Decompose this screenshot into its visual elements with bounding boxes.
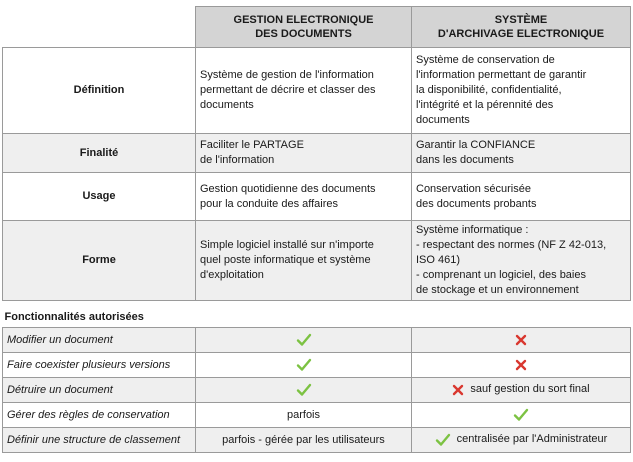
ged-cell xyxy=(196,173,412,221)
ged-feature-text: parfois - gérée par les utilisateurs xyxy=(222,433,385,446)
ged-cell xyxy=(196,134,412,173)
sae-cell xyxy=(412,134,631,173)
feature-row xyxy=(3,428,631,453)
feature-label: Détruire un document xyxy=(3,378,196,403)
feature-row xyxy=(3,328,631,353)
sae-cell xyxy=(412,221,631,301)
text-line: Faciliter le PARTAGE xyxy=(200,139,304,151)
feature-row xyxy=(3,353,631,378)
row-label: Usage xyxy=(3,173,196,221)
text-line: pour la conduite des affaires xyxy=(200,197,338,210)
sae-feature-cell xyxy=(412,378,631,403)
text-line: de l'information xyxy=(200,154,275,166)
check-icon xyxy=(296,383,312,397)
check-icon xyxy=(513,408,529,422)
sae-feature-text: sauf gestion du sort final xyxy=(470,383,590,396)
ged-feature-cell xyxy=(196,378,412,403)
text-line: permettant de décrire et classer des xyxy=(200,84,376,96)
sae-feature-text: centralisée par l'Administrateur xyxy=(456,433,608,446)
cross-icon xyxy=(515,334,527,346)
ged-feature-cell xyxy=(196,353,412,378)
text-line: Conservation sécurisée xyxy=(416,182,531,195)
feature-row xyxy=(3,403,631,428)
row-finalite xyxy=(3,134,631,173)
sae-feature-cell xyxy=(412,428,631,453)
text-line: d'exploitation xyxy=(200,269,264,281)
check-icon xyxy=(296,333,312,347)
row-label: Forme xyxy=(3,221,196,301)
text-line: - respectant des normes (NF Z 42-013, xyxy=(416,239,607,251)
sae-feature-cell xyxy=(412,403,631,428)
cross-icon xyxy=(452,384,464,396)
cross-icon xyxy=(515,359,527,371)
text-line: l'intégrité et la pérennité des xyxy=(416,99,554,111)
feature-row xyxy=(3,378,631,403)
section-row xyxy=(3,301,631,328)
sae-cell xyxy=(412,48,631,134)
text-line: Garantir la CONFIANCE xyxy=(416,139,536,151)
ged-feature-cell xyxy=(196,428,412,453)
header-sae-line2: D'ARCHIVAGE ELECTRONIQUE xyxy=(437,28,605,40)
ged-feature-cell xyxy=(196,328,412,353)
sae-feature-cell xyxy=(412,328,631,353)
feature-label: Faire coexister plusieurs versions xyxy=(3,353,196,378)
row-label: Finalité xyxy=(3,134,196,173)
text-line: - comprenant un logiciel, des baies xyxy=(416,269,586,281)
text-line: Système informatique : xyxy=(416,224,529,236)
sae-feature-cell xyxy=(412,353,631,378)
text-line: Système de conservation de xyxy=(416,54,555,66)
feature-label: Gérer des règles de conservation xyxy=(3,403,196,428)
row-usage xyxy=(3,173,631,221)
text-line: Système de gestion de l'information xyxy=(200,69,374,81)
feature-label: Modifier un document xyxy=(3,328,196,353)
text-line: documents xyxy=(416,114,470,126)
text-line: l'information permettant de garantir xyxy=(416,69,587,81)
header-ged-line2: DES DOCUMENTS xyxy=(255,28,352,40)
comparison-table xyxy=(2,6,631,453)
header-blank-cell xyxy=(3,7,196,48)
text-line: quel poste informatique et système xyxy=(200,254,371,266)
sae-cell xyxy=(412,173,631,221)
header-ged xyxy=(196,7,412,48)
header-sae-line1: SYSTÈME xyxy=(494,14,548,26)
text-line: ISO 461) xyxy=(416,254,461,266)
feature-label: Définir une structure de classement xyxy=(3,428,196,453)
text-line: la disponibilité, confidentialité, xyxy=(416,84,562,96)
text-line: Simple logiciel installé sur n'importe xyxy=(200,239,374,251)
ged-feature-cell xyxy=(196,403,412,428)
ged-cell xyxy=(196,48,412,134)
text-line: documents xyxy=(200,99,254,111)
header-sae xyxy=(412,7,631,48)
header-ged-line1: GESTION ELECTRONIQUE xyxy=(233,14,374,26)
text-line: dans les documents xyxy=(416,154,514,166)
ged-feature-text: parfois xyxy=(286,408,321,421)
text-line: des documents probants xyxy=(416,197,537,210)
section-title: Fonctionnalités autorisées xyxy=(3,301,631,328)
text-line: Gestion quotidienne des documents xyxy=(200,182,376,195)
row-forme xyxy=(3,221,631,301)
header-row xyxy=(3,7,631,48)
check-icon xyxy=(435,433,451,447)
ged-cell xyxy=(196,221,412,301)
row-definition xyxy=(3,48,631,134)
text-line: de stockage et un environnement xyxy=(416,284,579,296)
row-label: Définition xyxy=(3,48,196,134)
check-icon xyxy=(296,358,312,372)
